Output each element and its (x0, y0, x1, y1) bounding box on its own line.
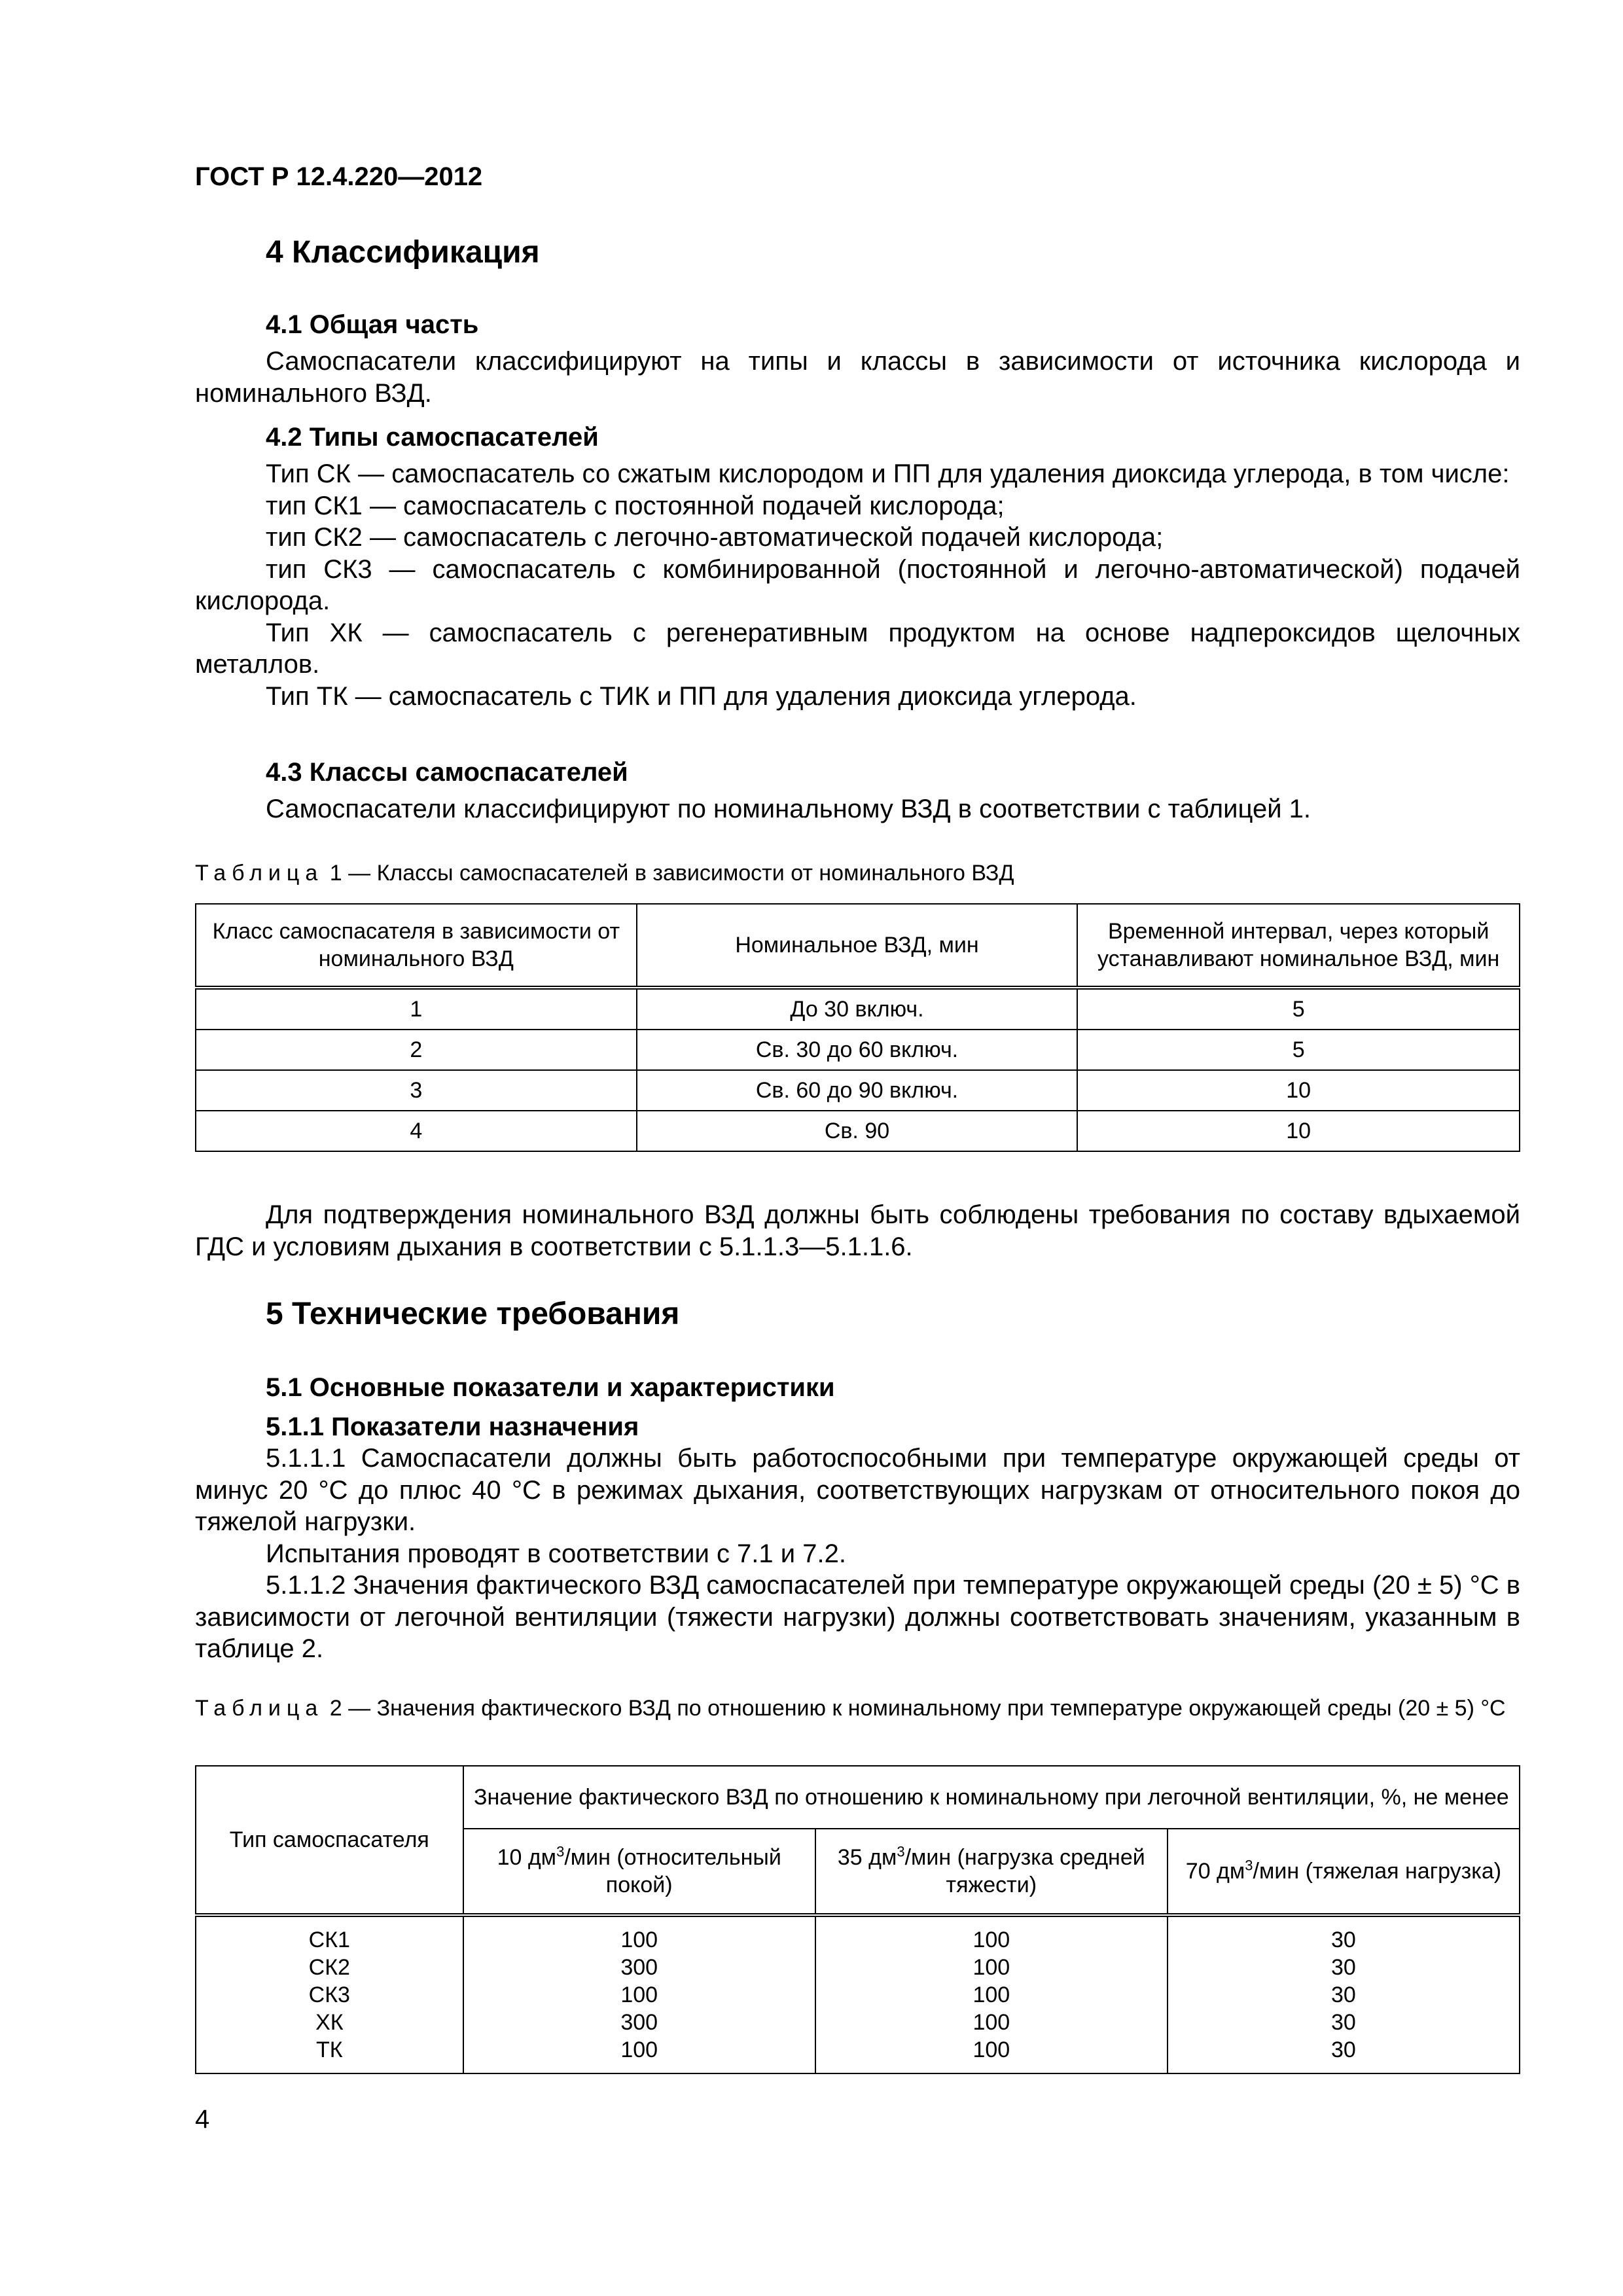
column-header: Класс самоспасателя в зависимости от номинального ВЗД (196, 904, 637, 988)
paragraph: Для подтверждения номинального ВЗД должны быть соблюдены требования по составу вдыхаемой ГДС и условиям дыхания в соответствии с 5.1.1.3—5.1.1.6. (195, 1200, 1520, 1261)
table-cell: СК1 (308, 1928, 350, 1952)
column-header (815, 1829, 1168, 1915)
superscript: 3 (556, 1843, 565, 1860)
table-cell: ТК (316, 2037, 343, 2062)
type-column (196, 1915, 463, 2073)
table-cell: 100 (972, 2010, 1010, 2035)
section-5-title: 5 Технические требования (266, 1297, 680, 1331)
section-5-1-1-body (195, 1443, 1520, 1665)
column-group-header: Значение фактического ВЗД по отношению к номинальному при легочной вентиляции, %, не менее (463, 1766, 1520, 1829)
after-table-1-paragraph (195, 1199, 1520, 1263)
table-cell: 100 (972, 1982, 1010, 2007)
table-cell: 300 (620, 2010, 658, 2035)
column-header (1168, 1829, 1520, 1915)
table-header-row (196, 1766, 1520, 1829)
paragraph: 5.1.1.2 Значения фактического ВЗД самоспасателей при температуре окружающей среды (20 ± 5) °С в зависимости от легочной вентиляции (тяжести нагрузки) должны соответствовать значениям, указанным в таблице 2. (195, 1571, 1520, 1663)
table-row (196, 1030, 1520, 1070)
paragraph: Самоспасатели классифицируют по номинальному ВЗД в соответствии с таблицей 1. (266, 795, 1311, 823)
table-1 (195, 903, 1520, 1152)
table-cell: 2 (196, 1030, 637, 1070)
value-column-35 (815, 1915, 1168, 2073)
table-cell: 10 (1077, 1111, 1520, 1151)
table-cell: 5 (1077, 1030, 1520, 1070)
table-cell: 100 (620, 2037, 658, 2062)
type-item: тип СК2 — самоспасатель с легочно-автоматической подачей кислорода; (266, 523, 1164, 552)
table-cell: 5 (1077, 988, 1520, 1030)
paragraph: Испытания проводят в соответствии с 7.1 и 7.2. (266, 1539, 846, 1568)
subheader-text: /мин (нагрузка средней тяжести) (904, 1845, 1145, 1897)
table-cell: 1 (196, 988, 637, 1030)
table-header-row (196, 904, 1520, 988)
table-cell: 30 (1331, 1928, 1356, 1952)
caption-label: Таблица (195, 861, 324, 886)
table-body-block (196, 1915, 1520, 2073)
section-4-title: 4 Классификация (266, 235, 540, 270)
column-header (463, 1829, 815, 1915)
caption-number: 2 — (329, 1696, 371, 1721)
section-4-3-body (195, 793, 1520, 825)
table-cell: 100 (972, 2037, 1010, 2062)
subheader-text: 10 дм (497, 1845, 557, 1870)
table-cell: До 30 включ. (637, 988, 1078, 1030)
caption-label: Таблица (195, 1696, 324, 1721)
caption-text: Классы самоспасателей в зависимости от номинального ВЗД (376, 861, 1014, 886)
superscript: 3 (897, 1843, 905, 1860)
caption-number: 1 — (329, 861, 371, 886)
type-item: Тип ХК — самоспасатель с регенеративным продуктом на основе надпероксидов щелочных металлов. (195, 618, 1520, 679)
table-cell: 30 (1331, 1955, 1356, 1980)
section-5-1-1-title: 5.1.1 Показатели назначения (266, 1412, 639, 1441)
table-cell: 30 (1331, 2037, 1356, 2062)
column-header: Номинальное ВЗД, мин (637, 904, 1078, 988)
page-number: 4 (195, 2105, 210, 2134)
subheader-text: 35 дм (837, 1845, 897, 1870)
type-item: Тип СК — самоспасатель со сжатым кислородом и ПП для удаления диоксида углерода, в том числе: (266, 459, 1510, 488)
subheader-text: /мин (относительный покой) (564, 1845, 781, 1897)
caption-text: Значения фактического ВЗД по отношению к номинальному при температуре окружающей среды (20 ± 5) °С (376, 1696, 1506, 1721)
section-4-3-title: 4.3 Классы самоспасателей (266, 758, 628, 787)
subheader-text: /мин (тяжелая нагрузка) (1253, 1859, 1502, 1884)
section-4-2-body (195, 458, 1520, 712)
paragraph: 5.1.1.1 Самоспасатели должны быть работоспособными при температуре окружающей среды от минус 20 °С до плюс 40 °С в режимах дыхания, соответствующих нагрузкам от относительного покоя до тяжелой нагрузки. (195, 1444, 1520, 1536)
paragraph: Самоспасатели классифицируют на типы и классы в зависимости от источника кислорода и номинального ВЗД. (195, 347, 1520, 408)
table-cell: Св. 30 до 60 включ. (637, 1030, 1078, 1070)
section-4-2-title: 4.2 Типы самоспасателей (266, 423, 599, 452)
table-cell: 100 (620, 1982, 658, 2007)
table-cell: 30 (1331, 1982, 1356, 2007)
table-cell: 10 (1077, 1070, 1520, 1111)
type-item: Тип ТК — самоспасатель с ТИК и ПП для удаления диоксида углерода. (266, 681, 1137, 711)
section-4-1-title: 4.1 Общая часть (266, 310, 479, 339)
section-5-1-title: 5.1 Основные показатели и характеристики (266, 1373, 835, 1402)
value-column-70 (1168, 1915, 1520, 2073)
subheader-text: 70 дм (1185, 1859, 1245, 1884)
table-1-caption (195, 859, 1520, 888)
type-item: тип СК1 — самоспасатель с постоянной подачей кислорода; (266, 491, 1005, 520)
table-row (196, 1070, 1520, 1111)
table-cell: 300 (620, 1955, 658, 1980)
section-4-1-body (195, 346, 1520, 409)
column-header-type: Тип самоспасателя (196, 1766, 463, 1915)
table-cell: ХК (315, 2010, 344, 2035)
table-cell: 100 (620, 1928, 658, 1952)
table-cell: СК3 (308, 1982, 350, 2007)
superscript: 3 (1245, 1857, 1253, 1874)
table-cell: 100 (972, 1928, 1010, 1952)
table-cell: Св. 60 до 90 включ. (637, 1070, 1078, 1111)
table-row (196, 988, 1520, 1030)
table-cell: 3 (196, 1070, 637, 1111)
table-cell: СК2 (308, 1955, 350, 1980)
type-item: тип СК3 — самоспасатель с комбинированной (постоянной и легочно-автоматической) подачей кислорода. (195, 554, 1520, 615)
table-2-caption (195, 1694, 1520, 1723)
value-column-10 (463, 1915, 815, 2073)
table-row (196, 1111, 1520, 1151)
column-header: Временной интервал, через который устанавливают номинальное ВЗД, мин (1077, 904, 1520, 988)
document-code-header: ГОСТ Р 12.4.220—2012 (195, 162, 483, 191)
table-2 (195, 1765, 1520, 2074)
table-cell: 30 (1331, 2010, 1356, 2035)
table-cell: 100 (972, 1955, 1010, 1980)
table-cell: 4 (196, 1111, 637, 1151)
table-cell: Св. 90 (637, 1111, 1078, 1151)
